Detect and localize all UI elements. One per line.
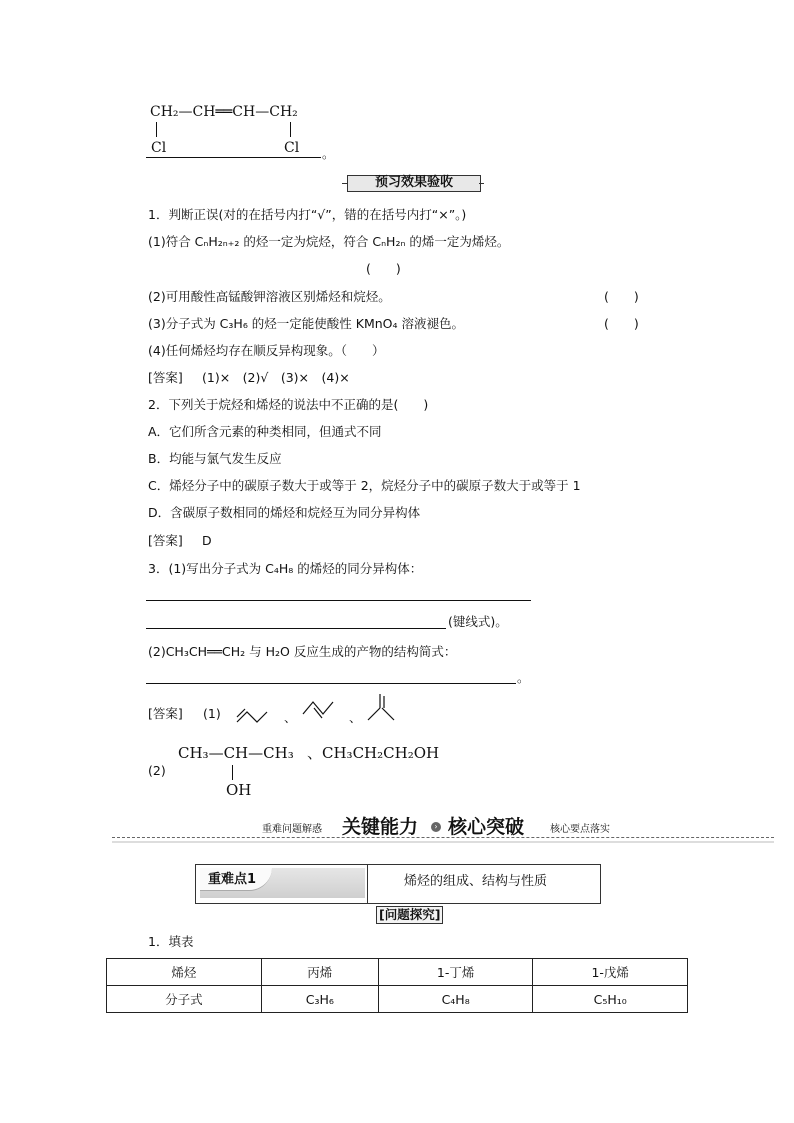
q3-blank-suffix: (键线式)。 bbox=[448, 614, 508, 629]
bond-right bbox=[290, 122, 291, 137]
q3-blank-1 bbox=[146, 600, 531, 601]
banner-main-2: 核心突破 bbox=[448, 816, 525, 838]
q3-answer2-label: (2) bbox=[148, 763, 166, 778]
cl-right: Cl bbox=[284, 140, 300, 156]
fill-table bbox=[106, 958, 688, 1013]
period: 。 bbox=[322, 146, 335, 161]
q1-item3-paren: ( ) bbox=[604, 316, 639, 331]
q2-option-a: A．它们所含元素的种类相同，但通式不同 bbox=[148, 424, 382, 439]
q3-blank-2 bbox=[146, 628, 446, 629]
q1-item3: (3)分子式为 C₃H₆ 的烃一定能使酸性 KMnO₄ 溶液褪色。 bbox=[148, 316, 465, 331]
banner-left: 重难问题解惑 bbox=[262, 824, 322, 835]
q3-answer-tag: [答案] bbox=[148, 706, 183, 721]
fill-intro: 1．填表 bbox=[148, 934, 194, 949]
table-cell: C₃H₆ bbox=[261, 986, 378, 1013]
banner-main-1: 关键能力 bbox=[342, 816, 419, 838]
q1-item1-paren: ( ) bbox=[366, 261, 401, 276]
q1-item2-paren: ( ) bbox=[604, 289, 639, 304]
q1-item4: (4)任何烯烃均存在顺反异构现象。（ ） bbox=[148, 343, 385, 358]
q3-blank-3 bbox=[146, 683, 516, 684]
q3-sep-2: 、 bbox=[349, 710, 362, 725]
q1-stem: 1．判断正误(对的在括号内打“√”，错的在括号内打“×”。) bbox=[148, 207, 467, 222]
key-point-divider bbox=[367, 864, 368, 904]
q2-option-b: B．均能与氯气发生反应 bbox=[148, 451, 282, 466]
table-header-cell: 1-丁烯 bbox=[378, 959, 533, 986]
banner-line-top bbox=[112, 837, 774, 839]
q1-answer: (1)× (2)√ (3)× (4)× bbox=[202, 370, 350, 385]
q2-answer: D bbox=[202, 533, 212, 548]
table-cell: C₅H₁₀ bbox=[533, 986, 688, 1013]
skeletal-1-butene bbox=[234, 700, 278, 726]
preview-title: 预习效果验收 bbox=[374, 175, 453, 190]
banner-line-bottom bbox=[112, 841, 774, 843]
key-point-title: 烯烃的组成、结构与性质 bbox=[404, 874, 548, 889]
q3-answer2-main: CH₃—CH—CH₃ bbox=[178, 744, 294, 762]
structure-top-line: CH₂—CH══CH—CH₂ bbox=[150, 104, 298, 120]
q3-answer2-oh: OH bbox=[226, 781, 252, 799]
q3-stem: 3．(1)写出分子式为 C₄H₈ 的烯烃的同分异构体： bbox=[148, 561, 423, 576]
table-header-cell: 1-戊烯 bbox=[533, 959, 688, 986]
q3-part2-suffix: 。 bbox=[517, 670, 530, 685]
q1-item1: (1)符合 CₙH₂ₙ₊₂ 的烃一定为烷烃，符合 CₙH₂ₙ 的烯一定为烯烃。 bbox=[148, 234, 510, 249]
bond-left bbox=[156, 122, 157, 137]
cl-left: Cl bbox=[151, 140, 167, 156]
q2-option-d: D．含碳原子数相同的烯烃和烷烃互为同分异构体 bbox=[148, 505, 421, 520]
table-cell: C₄H₈ bbox=[378, 986, 533, 1013]
table-cell: 分子式 bbox=[107, 986, 262, 1013]
skeletal-isobutene bbox=[364, 692, 396, 726]
inquiry-label: [问题探究] bbox=[376, 906, 443, 924]
skeletal-2-butene bbox=[300, 694, 344, 720]
q3-answer1-label: (1) bbox=[203, 706, 221, 721]
q1-answer-tag: [答案] bbox=[148, 370, 183, 385]
q3-answer2-bond bbox=[232, 765, 233, 780]
q3-part2: (2)CH₃CH══CH₂ 与 H₂O 反应生成的产物的结构简式： bbox=[148, 644, 457, 659]
table-row bbox=[107, 986, 688, 1013]
q1-item2: (2)可用酸性高锰酸钾溶液区别烯烃和烷烃。 bbox=[148, 289, 391, 304]
table-header-cell: 烯烃 bbox=[107, 959, 262, 986]
table-header-cell: 丙烯 bbox=[261, 959, 378, 986]
banner-arrow-icon: › bbox=[431, 822, 441, 832]
key-point-tag: 重难点1 bbox=[208, 872, 257, 887]
answer-underline bbox=[146, 157, 321, 158]
banner-right: 核心要点落实 bbox=[550, 824, 610, 835]
q2-stem: 2．下列关于烷烃和烯烃的说法中不正确的是( ) bbox=[148, 397, 429, 412]
q3-sep-1: 、 bbox=[284, 710, 297, 725]
q2-option-c: C．烯烃分子中的碳原子数大于或等于 2，烷烃分子中的碳原子数大于或等于 1 bbox=[148, 478, 581, 493]
q2-answer-tag: [答案] bbox=[148, 533, 183, 548]
table-header-row bbox=[107, 959, 688, 986]
q3-answer2-alt: 、CH₃CH₂CH₂OH bbox=[307, 744, 440, 762]
